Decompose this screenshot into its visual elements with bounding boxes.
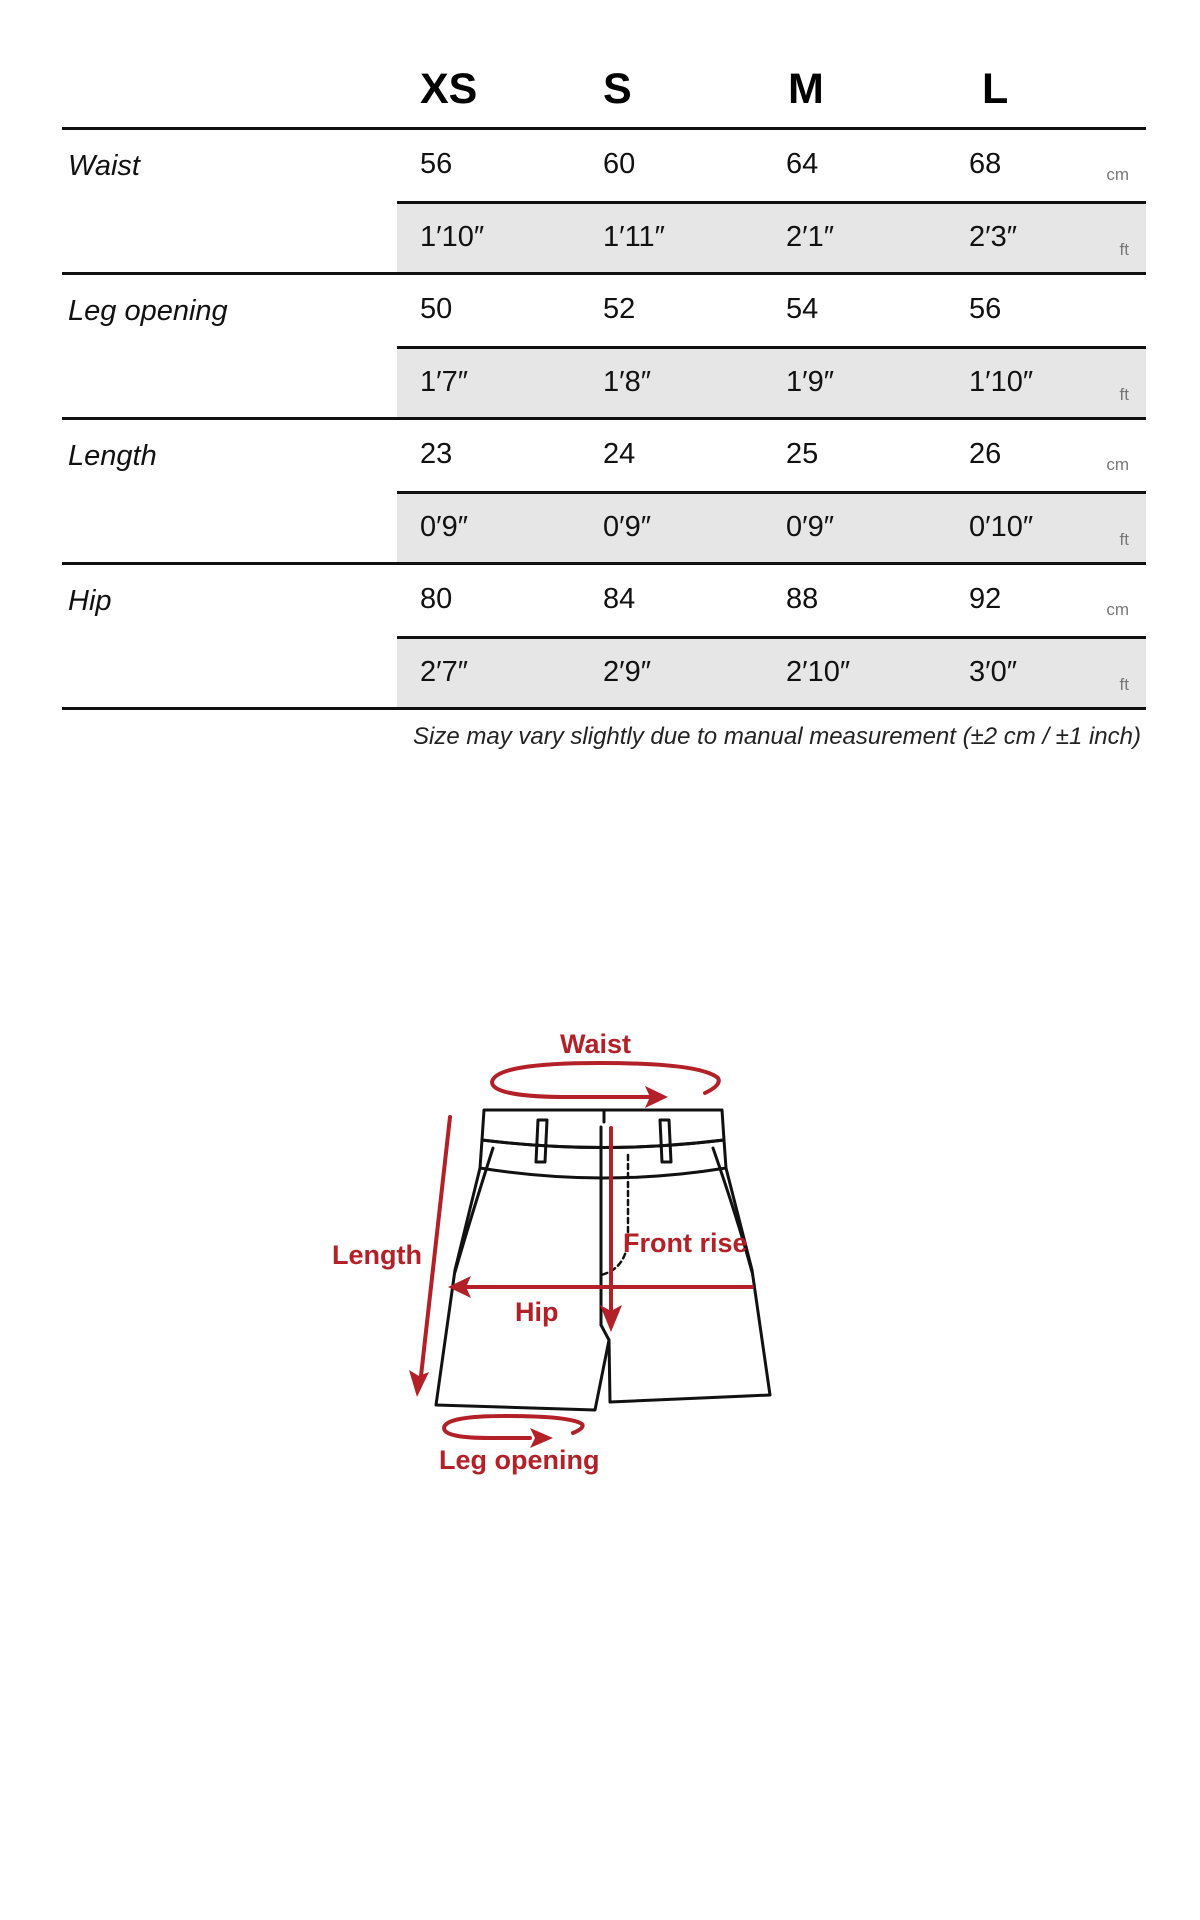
measurement-group-length [62, 420, 1146, 565]
value-cell: 2′3″ [969, 221, 1017, 253]
value-cell: 54 [786, 293, 819, 325]
value-cell: 1′10″ [969, 366, 1034, 398]
ft-row [397, 636, 1146, 707]
unit-label-ft: ft [1119, 240, 1129, 259]
cm-row [397, 420, 1146, 491]
ft-row [397, 346, 1146, 417]
value-cell: 56 [420, 148, 453, 180]
diagram-label-hip: Hip [515, 1297, 559, 1327]
value-cell: 23 [420, 438, 453, 470]
value-cell: 50 [420, 293, 453, 325]
value-cell: 52 [603, 293, 636, 325]
unit-label-ft: ft [1119, 385, 1129, 404]
diagram-label-front-rise: Front rise [623, 1228, 748, 1258]
value-cell: 2′10″ [786, 656, 851, 688]
value-cell: 0′9″ [786, 511, 834, 543]
diagram-label-leg-opening: Leg opening [439, 1445, 600, 1475]
size-header-m: M [788, 65, 824, 113]
waist-arrow [492, 1063, 719, 1097]
value-cell: 0′10″ [969, 511, 1034, 543]
measurement-label: Hip [68, 585, 112, 617]
measurement-label: Length [68, 440, 157, 472]
value-cell: 1′8″ [603, 366, 651, 398]
measurement-group-leg-opening [62, 275, 1146, 420]
value-cell: 1′7″ [420, 366, 468, 398]
value-cell: 88 [786, 583, 819, 615]
size-header-xs: XS [420, 65, 478, 113]
value-cell: 64 [786, 148, 819, 180]
value-cell: 24 [603, 438, 636, 470]
ft-row [397, 491, 1146, 562]
value-cell: 2′7″ [420, 656, 468, 688]
leg-opening-arrow [444, 1416, 583, 1438]
value-cell: 26 [969, 438, 1002, 470]
measurement-label: Waist [68, 150, 140, 182]
unit-label-ft: ft [1119, 530, 1129, 549]
cm-row [397, 565, 1146, 636]
value-cell: 2′1″ [786, 221, 834, 253]
diagram-label-length: Length [332, 1240, 422, 1270]
cm-row [397, 275, 1146, 346]
shorts-measurement-diagram [0, 1000, 1200, 1520]
measurement-group-waist [62, 130, 1146, 275]
diagram-label-waist: Waist [560, 1029, 632, 1059]
shorts-illustration [0, 1000, 1200, 1520]
size-header-s: S [603, 65, 632, 113]
value-cell: 25 [786, 438, 819, 470]
value-cell: 1′10″ [420, 221, 485, 253]
value-cell: 0′9″ [420, 511, 468, 543]
measurement-tolerance-note: Size may vary slightly due to manual measurement (±2 cm / ±1 inch) [413, 723, 1141, 750]
cm-row [397, 130, 1146, 201]
unit-label-cm: cm [1106, 165, 1129, 184]
value-cell: 3′0″ [969, 656, 1017, 688]
value-cell: 0′9″ [603, 511, 651, 543]
value-cell: 84 [603, 583, 636, 615]
size-chart-table [62, 0, 1146, 710]
shorts-outline [436, 1110, 770, 1410]
value-cell: 1′9″ [786, 366, 834, 398]
value-cell: 80 [420, 583, 453, 615]
unit-label-cm: cm [1106, 455, 1129, 474]
ft-row [397, 201, 1146, 272]
value-cell: 1′11″ [603, 221, 665, 253]
size-header-row [62, 0, 1146, 130]
value-cell: 56 [969, 293, 1002, 325]
value-cell: 68 [969, 148, 1002, 180]
value-cell: 92 [969, 583, 1002, 615]
measurement-group-hip [62, 565, 1146, 710]
measurement-label: Leg opening [68, 295, 228, 327]
unit-label-cm: cm [1106, 600, 1129, 619]
value-cell: 60 [603, 148, 636, 180]
unit-label-ft: ft [1119, 675, 1129, 694]
value-cell: 2′9″ [603, 656, 651, 688]
size-header-l: L [982, 65, 1009, 113]
